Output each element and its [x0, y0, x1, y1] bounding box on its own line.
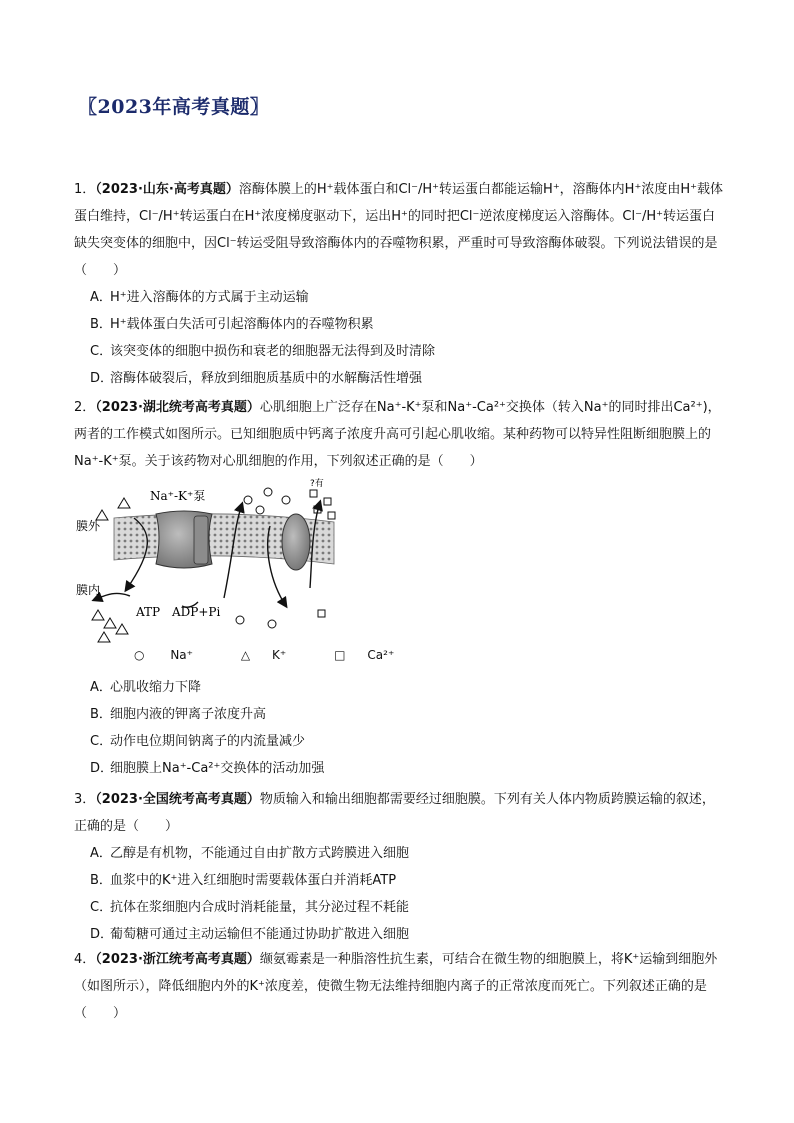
na-ca-exchanger-protein [282, 514, 310, 570]
option-d[interactable]: D．溶酶体破裂后，释放到细胞质基质中的水解酶活性增强 [90, 371, 423, 386]
inside-label: 膜内 [76, 583, 101, 597]
question-2-options [74, 674, 724, 782]
question-number: 1． [74, 182, 96, 197]
question-2-stem [74, 394, 724, 475]
section-title: 〖2023年高考真题〗 [78, 96, 270, 118]
option-list [74, 840, 724, 948]
option-list [74, 674, 724, 782]
question-source: （2023·山东·高考真题） [95, 182, 239, 197]
legend-k: △ K⁺ [240, 648, 287, 662]
adp-label: ADP+Pi [172, 605, 221, 619]
option-c[interactable]: C．抗体在浆细胞内合成时消耗能量，其分泌过程不耗能 [90, 900, 410, 915]
question-1 [74, 176, 724, 392]
option-b[interactable]: B．细胞内液的钾离子浓度升高 [90, 707, 267, 722]
question-3-stem [74, 786, 724, 840]
question-source: （2023·全国统考高考真题） [95, 792, 260, 807]
question-text: 物质输入和输出细胞都需要经过细胞膜。下列有关人体内物质跨膜运输的叙述，正确的是（ ） [74, 792, 715, 834]
question-text: 缬氨霉素是一种脂溶性抗生素，可结合在微生物的细胞膜上，将K⁺运输到细胞外（如图所示），降低细胞内外的K⁺浓度差，使微生物无法维持细胞内离子的正常浓度而死亡。下列叙述正确的是（ ） [74, 952, 718, 1021]
legend-na: ○ Na⁺ [134, 648, 193, 662]
question-source: （2023·湖北统考高考真题） [95, 400, 260, 415]
question-3 [74, 786, 724, 948]
question-4 [74, 946, 724, 1027]
option-b[interactable]: B．血浆中的K⁺进入红细胞时需要载体蛋白并消耗ATP [90, 873, 397, 888]
question-4-stem [74, 946, 724, 1027]
question-number: 3． [74, 792, 96, 807]
option-a[interactable]: A．乙醇是有机物，不能通过自由扩散方式跨膜进入细胞 [90, 846, 410, 861]
question-1-stem [74, 176, 724, 284]
question-text: 心肌细胞上广泛存在Na⁺-K⁺泵和Na⁺-Ca²⁺交换体（转入Na⁺的同时排出Ca²⁺)，两者的工作模式如图所示。已知细胞质中钙离子浓度升高可引起心肌收缩。某种药物可以特异性阻断细胞膜上的Na⁺-K⁺泵。关于该药物对心肌细胞的作用，下列叙述正确的是（ ） [74, 400, 721, 469]
option-c[interactable]: C．该突变体的细胞中损伤和衰老的细胞器无法得到及时清除 [90, 344, 436, 359]
pump-label: Na⁺-K⁺泵 [150, 489, 206, 503]
membrane-transport-figure [74, 478, 344, 670]
option-a[interactable]: A．H⁺进入溶酶体的方式属于主动运输 [90, 290, 309, 305]
option-a[interactable]: A．心肌收缩力下降 [90, 680, 202, 695]
question-number: 4． [74, 952, 96, 967]
option-list [74, 284, 724, 392]
question-text: 溶酶体膜上的H⁺载体蛋白和Cl⁻/H⁺转运蛋白都能运输H⁺，溶酶体内H⁺浓度由H⁺载体蛋白维持，Cl⁻/H⁺转运蛋白在H⁺浓度梯度驱动下，运出H⁺的同时把Cl⁻逆浓度梯度运入溶酶体。Cl⁻/H⁺转运蛋白缺失突变体的细胞中，因Cl⁻转运受阻导致溶酶体内的吞噬物积累，严重时可导致溶酶体破裂。下列说法错误的是（ ） [74, 182, 723, 278]
question-source: （2023·浙江统考高考真题） [95, 952, 260, 967]
atp-label: ATP [136, 605, 161, 619]
question-number: 2． [74, 400, 96, 415]
option-b[interactable]: B．H⁺载体蛋白失活可引起溶酶体内的吞噬物积累 [90, 317, 374, 332]
legend-ca: □ Ca²⁺ [334, 648, 395, 662]
question-2 [74, 394, 724, 475]
option-d[interactable]: D．葡萄糖可通过主动运输但不能通过协助扩散进入细胞 [90, 927, 410, 942]
option-c[interactable]: C．动作电位期间钠离子的内流量减少 [90, 734, 306, 749]
figure-legend [134, 648, 438, 662]
option-d[interactable]: D．细胞膜上Na⁺-Ca²⁺交换体的活动加强 [90, 761, 325, 776]
partial-top-label: ?有 [310, 479, 324, 489]
na-k-pump-protein [156, 511, 212, 568]
outside-label: 膜外 [76, 519, 101, 533]
